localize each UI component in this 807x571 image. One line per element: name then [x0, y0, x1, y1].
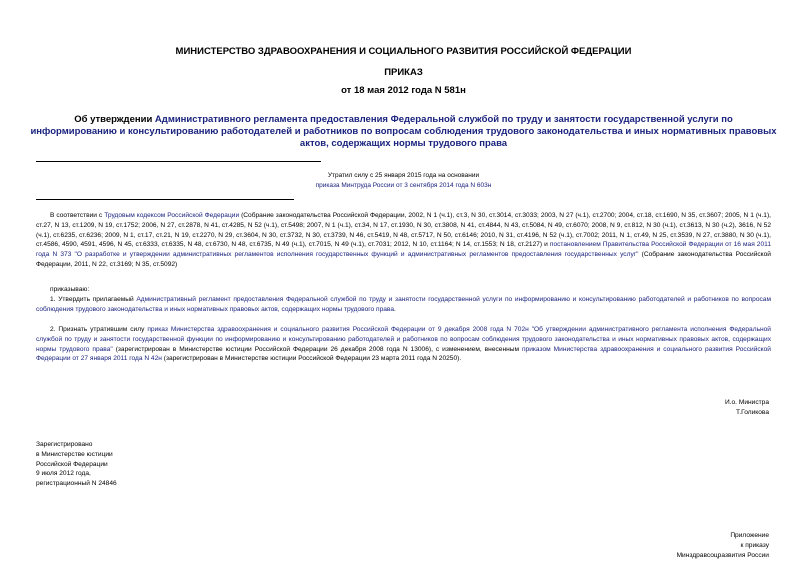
appendix-line-1: Приложение: [730, 532, 769, 539]
appendix-line-2: к приказу: [740, 541, 769, 549]
preamble-text-2: (Собрание законодательства Российской Федерации, 2002, N 1 (ч.1), ст.3, N 30, ст.3014, ст.3033; 2003, N 27 (ч.1), ст.2700; 2004, ст.18, ст.1690, N 35, ст.3607; 2005, N 1 (ч.1), ст.27, N 13, ст.1209, N 19, ст.1752; 2006, N 27, ст.2878, N 41, ст.4285, N 52 (ч.1), ст.5498; 2007, N 1 (ч.1), ст.34, N 17, ст.1930, N 30, ст.3808, N 41, ст.4844, N 43, ст.5084, N 49, ст.6070; 2008, N 9, ст.812, N 30 (ч.1), ст.3613, N 30 (ч.2), 3616, N 52 (ч.1), ст.6235, ст.6236; 2009, N 1, ст.17, ст.21, N 19, ст.2270, N 29, ст.3604, N 30, ст.3732, N 30, ст.3739, N 46, ст.5419, N 48, ст.5717, N 50, ст.6146; 2010, N 31, ст.4196, N 52 (ч.1), ст.7002; 2011, N 1, ст.49, N 25, ст.3539, N 27, ст.3880, N 30 (ч.1), ст.4586, 4590, 4591, 4596, N 45, ст.6333, ст.6335, N 48, ст.6730, N 48, ст.6735, N 49 (ч.1), ст.7015, N 49 (ч.1), ст.7031; 2012, N 10, ст.1164; N 14, ст.1553; N 18, ст.2127) и: [36, 212, 771, 249]
lost-force-link-wrap: [0, 182, 807, 189]
order-word: приказываю:: [50, 286, 90, 293]
appendix-line-3: Минздравсоцразвития России: [676, 551, 769, 559]
document-title: [30, 114, 777, 150]
divider-bottom: [36, 199, 294, 200]
ministry-heading: МИНИСТЕРСТВО ЗДРАВООХРАНЕНИЯ И СОЦИАЛЬНОГО РАЗВИТИЯ РОССИЙСКОЙ ФЕДЕРАЦИИ: [175, 46, 632, 57]
item-1-text-2: .: [394, 305, 396, 313]
signature-block: [725, 398, 769, 418]
preamble-text-1: В соответствии с: [50, 212, 105, 219]
registration-line-1: Зарегистрировано: [36, 441, 93, 448]
lost-force-link[interactable]: приказа Минтруда России от 3 сентября 2014 года N 603н: [315, 182, 492, 189]
registration-block: [36, 440, 117, 489]
item-2-paragraph: [36, 325, 771, 364]
registration-line-5: регистрационный N 24846: [36, 480, 117, 488]
item-1-regulation-link[interactable]: Административный регламент предоставления Федеральной службой по труду и занятости государственной услуги по информированию и консультированию работодателей и работников по вопросам соблюдения трудового законодательства и иных нормативных правовых актов, содержащих нормы трудового права: [36, 296, 771, 313]
registration-line-2: в Министерстве юстиции: [36, 450, 113, 458]
document-type: ПРИКАЗ: [384, 67, 423, 78]
divider-top: [36, 161, 321, 162]
signature-position: И.о. Министра: [724, 399, 769, 406]
preamble-text-3: (Собрание законодательства Российской Федерации, 2011, N 22, ст.3169; N 35, ст.5092): [36, 251, 771, 268]
labor-code-link[interactable]: Трудовым кодексом Российской Федерации: [104, 212, 240, 219]
title-prefix: Об утверждении: [74, 114, 155, 125]
preamble-paragraph: [36, 211, 771, 270]
registration-line-4: 9 июля 2012 года,: [36, 470, 91, 478]
item-2-text-1: 2. Признать утратившим силу: [50, 326, 148, 333]
item-1-paragraph: [36, 295, 771, 315]
registration-line-3: Российской Федерации: [36, 460, 108, 468]
title-regulation-link[interactable]: Административного регламента предоставления Федеральной службой по труду и занятости государственной услуги по информированию и консультированию работодателей и работников по вопросам соблюдения трудового законодательства и иных нормативных правовых актов, содержащих нормы трудового права: [30, 114, 777, 149]
item-2-text-2: (зарегистрирован в Министерстве юстиции Российской Федерации 26 декабря 2008 года N 13006), с изменением, внесенным: [112, 345, 522, 353]
item-2-order-42n-link[interactable]: приказом Министерства здравоохранения и социального развития Российской Федерации от 27 января 2011 года N 42н: [36, 345, 771, 363]
item-2-order-702n-link[interactable]: приказ Министерства здравоохранения и социального развития Российской Федерации от 9 декабря 2008 года N 702н "Об утверждении административного регламента исполнения Федеральной службой по труду и занятости государственной функции по информированию и консультированию работодателей и работников по вопросам соблюдения трудового законодательства и иных нормативных правовых актов, содержащих нормы трудового права": [36, 326, 771, 353]
signature-name: Т.Голикова: [735, 408, 769, 416]
document-date-number: от 18 мая 2012 года N 581н: [341, 85, 466, 96]
government-resolution-link[interactable]: постановлением Правительства Российской Федерации от 16 мая 2011 года N 373 "О разработке и утверждении административных регламентов исполнения государственных функций и административных регламентов предоставления государственных услуг": [36, 241, 771, 259]
lost-force-note: Утратил силу с 25 января 2015 года на основании: [327, 172, 480, 179]
item-2-text-3: (зарегистрирован в Министерстве юстиции Российской Федерации 23 марта 2011 года N 20250).: [161, 355, 462, 363]
appendix-block: [677, 531, 769, 560]
item-1-text-1: 1. Утвердить прилагаемый: [50, 296, 137, 303]
